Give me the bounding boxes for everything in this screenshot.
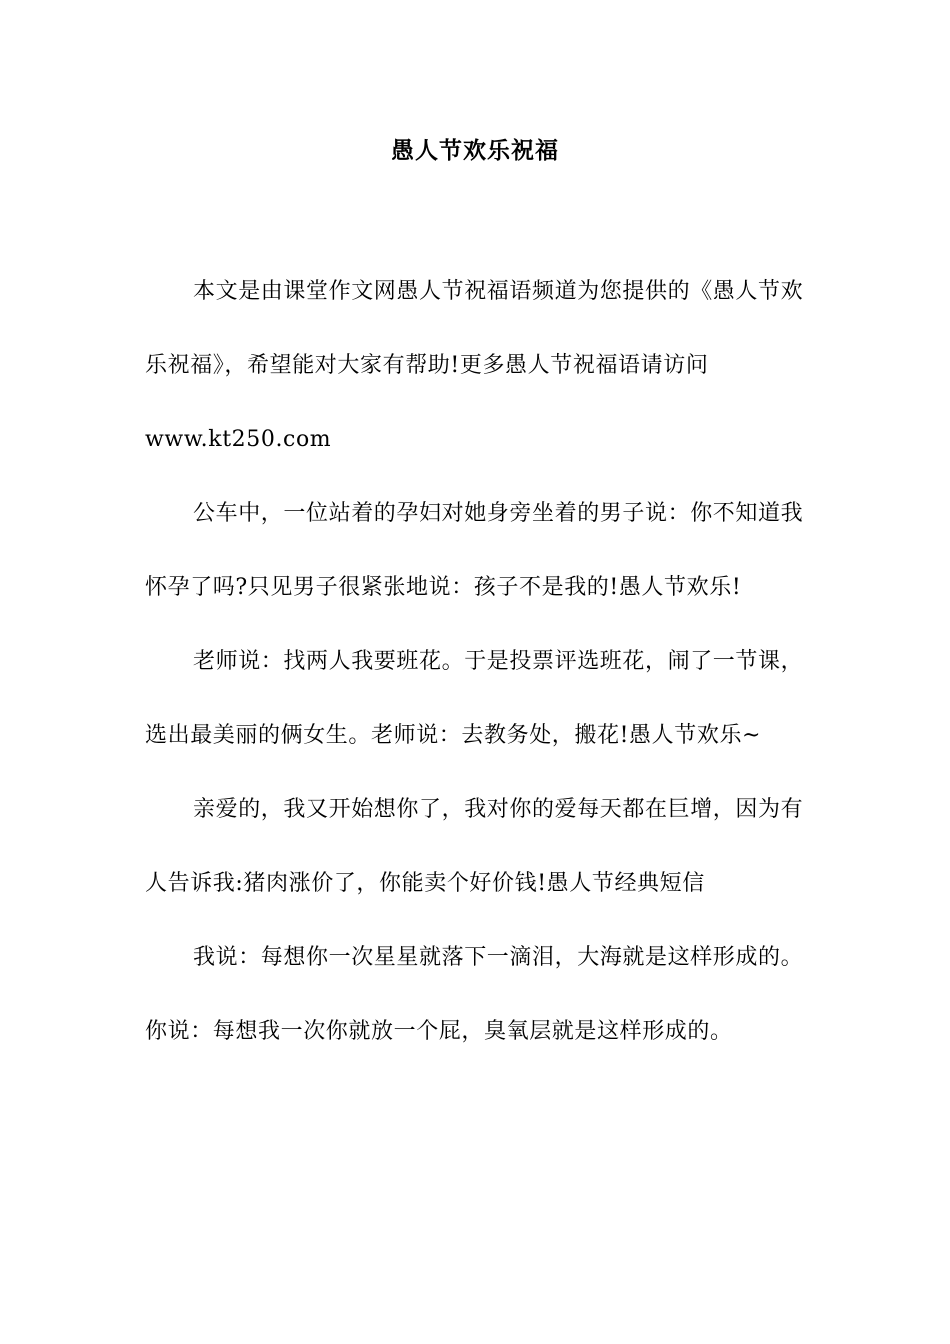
paragraph-intro: 本文是由课堂作文网愚人节祝福语频道为您提供的《愚人节欢乐祝福》，希望能对大家有帮助!更多愚人节祝福语请访问www.kt250.com [145,279,804,452]
paragraph-bus-joke: 公车中，一位站着的孕妇对她身旁坐着的男子说：你不知道我怀孕了吗?只见男子很紧张地说：孩子不是我的!愚人节欢乐! [145,501,804,600]
paragraph-teacher-joke: 老师说：找两人我要班花。于是投票评选班花，闹了一节课，选出最美丽的俩女生。老师说：去教务处，搬花!愚人节欢乐~ [145,649,804,748]
paragraph-pork-joke: 亲爱的，我又开始想你了，我对你的爱每天都在巨增，因为有人告诉我:猪肉涨价了，你能卖个好价钱!愚人节经典短信 [145,797,804,896]
paragraph-ozone-joke: 我说：每想你一次星星就落下一滴泪，大海就是这样形成的。你说：每想我一次你就放一个屁，臭氧层就是这样形成的。 [145,945,804,1044]
document-body [145,255,815,1069]
document-title: 愚人节欢乐祝福 [391,137,559,164]
